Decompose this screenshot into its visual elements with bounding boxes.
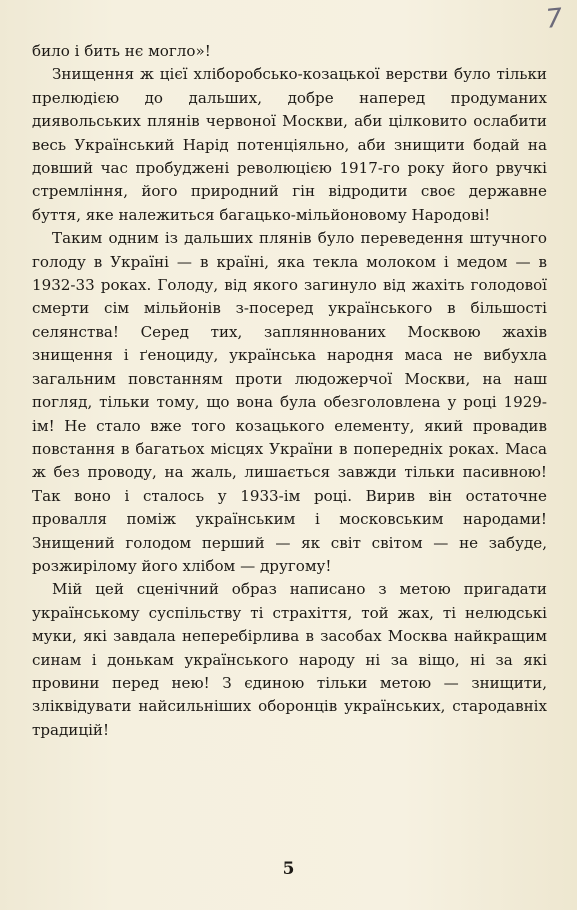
handwritten-page-mark: 7 xyxy=(544,3,565,35)
paragraph-continuation: било і бить нє могло»! xyxy=(32,42,211,60)
page-number: 5 xyxy=(282,859,295,879)
paragraph-famine: Таким одним із дальших плянів було переведення штучного голоду в Україні — в країні, яка текла молоком і медом — в 1932-33 роках. Голоду, від якого загинуло від жахіть голодової смерти сім мільйонів з-посеред українського в більшості селянства! Серед тих, запляннованих Москвою жахів знищення і ґеноциду, українська народня маса не вибухла загальним повстанням проти людожерчої Москви, на наш погляд, тільки тому, що вона була обезголовлена у році 1929-ім! Не стало вже того козацького елементу, який провадив повстання в багатьох місцях України в попередніх роках. Маса ж без проводу, на жаль, лишається завжди тільки пасивною! Так воно і сталось у 1933-ім році. Вирив він остаточне провалля поміж українським і московським народами! Знищений голодом перший — як світ світом — не забуде, розжирілому його хлібом — другому! xyxy=(32,229,547,575)
paragraph-destruction: Знищення ж цієї хліборобсько-козацької верстви було тільки прелюдією до дальших, добре наперед продуманих диявольських плянів червоної Москви, аби цілковито ослабити весь Український Нарід потенціяльно, аби знищити бодай на довший час пробуджені революцією 1917-го року його рвучкі стремління, його природний гін відродити своє державне буття, яке належиться багацько-мільйоновому Народові! xyxy=(32,65,547,224)
paragraph-purpose: Мій цей сценічний образ написано з метою пригадати українському суспільству ті страхіття, той жах, ті нелюдські муки, які завдала неперебірлива в засобах Москва найкращим синам і донькам українського народу ні за віщо, ні за які провини перед нею! З єдиною тільки метою — знищити, зліквідувати найсильніших оборонців українських, стародавніх традицій! xyxy=(32,580,547,739)
body-text xyxy=(32,40,547,742)
